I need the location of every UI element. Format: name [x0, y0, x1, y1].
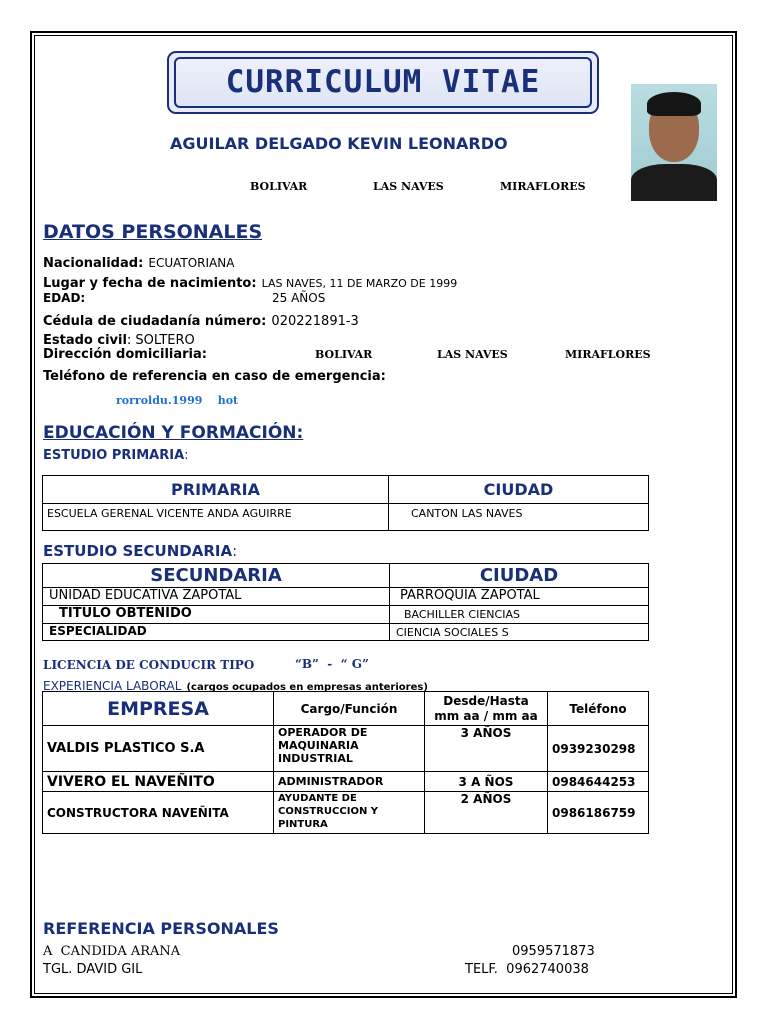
position-title: AYUDANTE DE CONSTRUCCION Y PINTURA — [274, 792, 425, 834]
id-label: Cédula de ciudadanía número: — [43, 314, 267, 329]
emergency-phone-label: Teléfono de referencia en caso de emergencia: — [43, 369, 386, 384]
email-link[interactable]: rorroldu.1999 hot — [116, 394, 239, 407]
table-row — [43, 726, 649, 772]
reference-phone: TELF. 0962740038 — [465, 962, 589, 977]
secondary-heading-text: ESTUDIO SECUNDARIA — [43, 542, 233, 560]
reference-name: A CANDIDA ARANA — [43, 944, 181, 959]
table-row — [43, 606, 649, 624]
primary-school: ESCUELA GERENAL VICENTE ANDA AGUIRRE — [43, 504, 389, 531]
experience-note: (cargos ocupados en empresas anteriores) — [186, 682, 428, 693]
table-header-row — [43, 692, 649, 726]
civil-row — [43, 329, 195, 348]
address-street: BOLIVAR — [250, 180, 308, 193]
company-phone: 0984644253 — [548, 772, 649, 792]
table-row — [43, 624, 649, 641]
personal-data-heading: DATOS PERSONALES — [43, 221, 263, 243]
company-name: VALDIS PLASTICO S.A — [43, 726, 274, 772]
duration: 2 AÑOS — [425, 792, 548, 834]
home-address-neighborhood: MIRAFLORES — [565, 348, 651, 361]
secondary-city: PARROQUIA ZAPOTAL — [390, 588, 649, 606]
company-col-header: EMPRESA — [43, 692, 274, 726]
company-name: CONSTRUCTORA NAVEÑITA — [43, 792, 274, 834]
home-address-label: Dirección domiciliaria: — [43, 347, 207, 362]
company-phone: 0939230298 — [548, 726, 649, 772]
reference-phone: 0959571873 — [512, 944, 595, 959]
home-address-city: LAS NAVES — [437, 348, 508, 361]
company-name: VIVERO EL NAVEÑITO — [43, 772, 274, 792]
table-row — [43, 504, 649, 531]
dates-col-header: Desde/Hasta mm aa / mm aa — [425, 692, 548, 726]
education-heading: EDUCACIÓN Y FORMACIÓN: — [43, 423, 304, 443]
nationality-row — [43, 252, 234, 271]
company-phone: 0986186759 — [548, 792, 649, 834]
license-label: LICENCIA DE CONDUCIR TIPO — [43, 658, 255, 672]
license-value: “B” - “ G” — [295, 657, 369, 671]
nationality-label: Nacionalidad: — [43, 256, 144, 271]
primary-col-header: PRIMARIA — [43, 476, 389, 504]
address-neighborhood: MIRAFLORES — [500, 180, 586, 193]
primary-heading — [43, 448, 189, 463]
profile-photo — [631, 84, 717, 201]
document-title: CURRICULUM VITAE — [225, 64, 541, 100]
table-row — [43, 772, 649, 792]
birth-row — [43, 272, 457, 291]
address-city: LAS NAVES — [373, 180, 444, 193]
specialty-label: ESPECIALIDAD — [43, 624, 390, 641]
experience-heading: EXPERIENCIA LABORAL — [43, 679, 182, 693]
primary-heading-text: ESTUDIO PRIMARIA — [43, 448, 185, 463]
nationality-value: ECUATORIANA — [148, 256, 235, 270]
primary-city: CANTON LAS NAVES — [389, 504, 649, 531]
age-value: 25 AÑOS — [272, 291, 326, 305]
birth-value: LAS NAVES, 11 DE MARZO DE 1999 — [261, 277, 458, 290]
city-col-header: CIUDAD — [390, 564, 649, 588]
duration: 3 AÑOS — [425, 726, 548, 772]
position-title: ADMINISTRADOR — [274, 772, 425, 792]
references-heading: REFERENCIA PERSONALES — [43, 919, 279, 938]
secondary-table — [42, 563, 649, 641]
id-row — [43, 310, 359, 329]
secondary-heading-colon: : — [232, 542, 238, 560]
age-label: EDAD: — [43, 291, 86, 305]
reference-name: TGL. DAVID GIL — [43, 962, 143, 977]
experience-table — [42, 691, 649, 834]
candidate-name: AGUILAR DELGADO KEVIN LEONARDO — [170, 134, 508, 153]
specialty-value: CIENCIA SOCIALES S — [390, 624, 649, 641]
duration: 3 A ÑOS — [425, 772, 548, 792]
phone-col-header: Teléfono — [548, 692, 649, 726]
civil-label: Estado civil — [43, 333, 127, 348]
secondary-heading — [43, 542, 237, 560]
city-col-header: CIUDAD — [389, 476, 649, 504]
position-col-header: Cargo/Función — [274, 692, 425, 726]
table-header-row — [43, 564, 649, 588]
primary-heading-colon: : — [184, 448, 189, 463]
table-row — [43, 588, 649, 606]
civil-value: : SOLTERO — [126, 333, 195, 348]
id-value: 020221891-3 — [271, 314, 359, 329]
primary-table — [42, 475, 649, 531]
birth-label: Lugar y fecha de nacimiento: — [43, 276, 257, 291]
degree-value: BACHILLER CIENCIAS — [390, 606, 649, 624]
degree-label: TITULO OBTENIDO — [43, 606, 390, 624]
table-row — [43, 792, 649, 834]
home-address-street: BOLIVAR — [315, 348, 373, 361]
table-header-row — [43, 476, 649, 504]
secondary-school: UNIDAD EDUCATIVA ZAPOTAL — [43, 588, 390, 606]
position-title: OPERADOR DE MAQUINARIA INDUSTRIAL — [274, 726, 425, 772]
secondary-col-header: SECUNDARIA — [43, 564, 390, 588]
